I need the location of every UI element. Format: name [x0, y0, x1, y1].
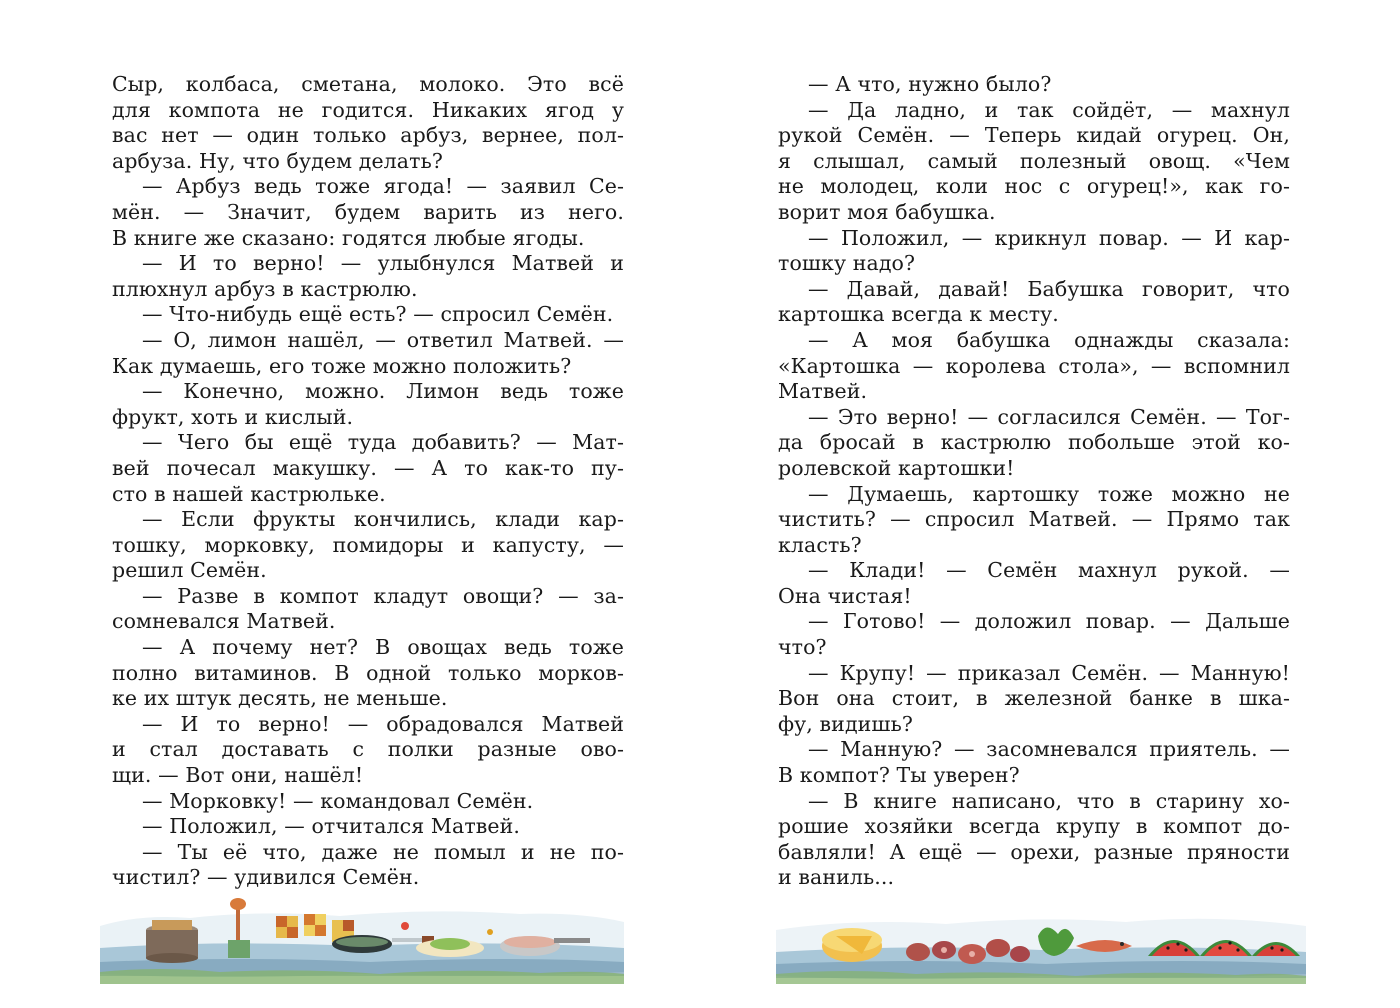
- left-page-text-line: — Положил, — отчитался Матвей.: [142, 814, 521, 839]
- right-page-text-line: Матвей.: [778, 379, 868, 404]
- right-page-text-line: рошие хозяйки всегда крупу в компот до-: [778, 814, 1290, 839]
- left-page-text-line: арбуза. Ну, что будем делать?: [112, 148, 443, 173]
- food-items-illustration: [776, 896, 1306, 984]
- left-page-text-line: плюхнул арбуз в кастрюлю.: [112, 276, 418, 301]
- left-page-text-line: щи. — Вот они, нашёл!: [112, 763, 364, 788]
- left-page-text-line: — Что-нибудь ещё есть? — спросил Семён.: [142, 302, 614, 327]
- kitchen-items-illustration: [100, 896, 624, 984]
- left-page-text-line: — Морковку! — командовал Семён.: [142, 788, 534, 813]
- left-page-text-line: мён. — Значит, будем варить из него.: [112, 199, 624, 224]
- left-page-text-line: сомневался Матвей.: [112, 609, 336, 634]
- left-page-text-line: — Разве в компот кладут овощи? — за-: [142, 583, 624, 608]
- right-page-text-line: тошку надо?: [778, 251, 916, 276]
- left-page-text-line: вас нет — один только арбуз, вернее, пол-: [112, 123, 624, 148]
- right-page-text-line: — Думаешь, картошку тоже можно не: [808, 481, 1290, 506]
- right-page-text-line: — Положил, — крикнул повар. — И кар-: [808, 225, 1290, 250]
- right-page-text-line: рукой Семён. — Теперь кидай огурец. Он,: [778, 123, 1290, 148]
- left-page-text-line: — И то верно! — обрадовался Матвей: [142, 711, 624, 736]
- right-page-text-line: ворит моя бабушка.: [778, 199, 996, 224]
- left-page-text: [112, 72, 624, 891]
- right-page-text-line: и ваниль...: [778, 865, 895, 890]
- right-page-text-line: — Да ладно, и так сойдёт, — махнул: [808, 97, 1290, 122]
- left-page-text-line: Как думаешь, его тоже можно положить?: [112, 353, 572, 378]
- right-page-text-line: Вон она стоит, в железной банке в шка-: [778, 686, 1290, 711]
- left-page-text-line: тошку, морковку, помидоры и капусту, —: [112, 532, 624, 557]
- left-page-text-line: — Ты её что, даже не помыл и не по-: [142, 839, 624, 864]
- right-page-text-line: — Манную? — засомневался приятель. —: [808, 737, 1290, 762]
- right-page-text-line: Она чистая!: [778, 583, 912, 608]
- right-page-text-line: — Крупу! — приказал Семён. — Манную!: [808, 660, 1290, 685]
- left-page-text-line: сто в нашей кастрюльке.: [112, 481, 386, 506]
- left-page-text-line: и стал доставать с полки разные ово-: [112, 737, 624, 762]
- right-page: [700, 0, 1400, 1008]
- right-page-text-line: класть?: [778, 532, 862, 557]
- right-page-text-line: — Давай, давай! Бабушка говорит, что: [808, 276, 1290, 301]
- left-page-text-line: ке их штук десять, не меньше.: [112, 686, 448, 711]
- left-page-text-line: — О, лимон нашёл, — ответил Матвей. —: [142, 327, 624, 352]
- left-kitchen-illustration: [100, 896, 624, 984]
- left-page-text-line: для компота не годится. Никаких ягод у: [112, 97, 624, 122]
- left-page-text-line: — Чего бы ещё туда добавить? — Мат-: [142, 430, 624, 455]
- right-page-text-line: — Это верно! — согласился Семён. — Тог-: [808, 404, 1290, 429]
- right-page-text-line: чистить? — спросил Матвей. — Прямо так: [778, 507, 1290, 532]
- right-page-text-line: бавляли! А ещё — орехи, разные пряности: [778, 839, 1290, 864]
- right-page-text-line: не молодец, коли нос с огурец!», как го-: [778, 174, 1290, 199]
- right-page-text-line: я слышал, самый полезный овощ. «Чем: [778, 148, 1290, 173]
- right-page-text-line: да бросай в кастрюлю побольше этой ко-: [778, 430, 1290, 455]
- left-page-text-line: фрукт, хоть и кислый.: [112, 404, 354, 429]
- right-page-text-line: — А что, нужно было?: [808, 72, 1052, 96]
- left-page-text-line: — Арбуз ведь тоже ягода! — заявил Се-: [142, 174, 624, 199]
- right-page-text-line: В компот? Ты уверен?: [778, 763, 1020, 788]
- right-page-text-line: — В книге написано, что в старину хо-: [808, 788, 1290, 813]
- right-page-text-line: «Картошка — королева стола», — вспомнил: [778, 353, 1290, 378]
- right-page-text-line: — Готово! — доложил повар. — Дальше: [808, 609, 1290, 634]
- left-page-text-line: — Конечно, можно. Лимон ведь тоже: [142, 379, 624, 404]
- right-page-text-line: — Клади! — Семён махнул рукой. —: [808, 558, 1290, 583]
- right-page-text: [778, 72, 1290, 891]
- right-page-text-line: картошка всегда к месту.: [778, 302, 1059, 327]
- left-page-text-line: Сыр, колбаса, сметана, молоко. Это всё: [112, 72, 624, 96]
- right-page-text-line: — А моя бабушка однажды сказала:: [808, 327, 1290, 352]
- left-page-text-line: — А почему нет? В овощах ведь тоже: [142, 635, 624, 660]
- left-page-text-line: решил Семён.: [112, 558, 267, 583]
- left-page-text-line: — Если фрукты кончились, клади кар-: [142, 507, 624, 532]
- left-page-text-line: полно витаминов. В одной только морков-: [112, 660, 624, 685]
- right-page-text-line: что?: [778, 635, 827, 660]
- left-page-text-line: чистил? — удивился Семён.: [112, 865, 420, 890]
- right-page-text-line: фу, видишь?: [778, 711, 913, 736]
- left-page-text-line: вей почесал макушку. — А то как-то пу-: [112, 455, 624, 480]
- left-page-text-line: — И то верно! — улыбнулся Матвей и: [142, 251, 624, 276]
- right-page-text-line: ролевской картошки!: [778, 455, 1015, 480]
- left-page-text-line: В книге же сказано: годятся любые ягоды.: [112, 225, 585, 250]
- right-food-illustration: [776, 896, 1306, 984]
